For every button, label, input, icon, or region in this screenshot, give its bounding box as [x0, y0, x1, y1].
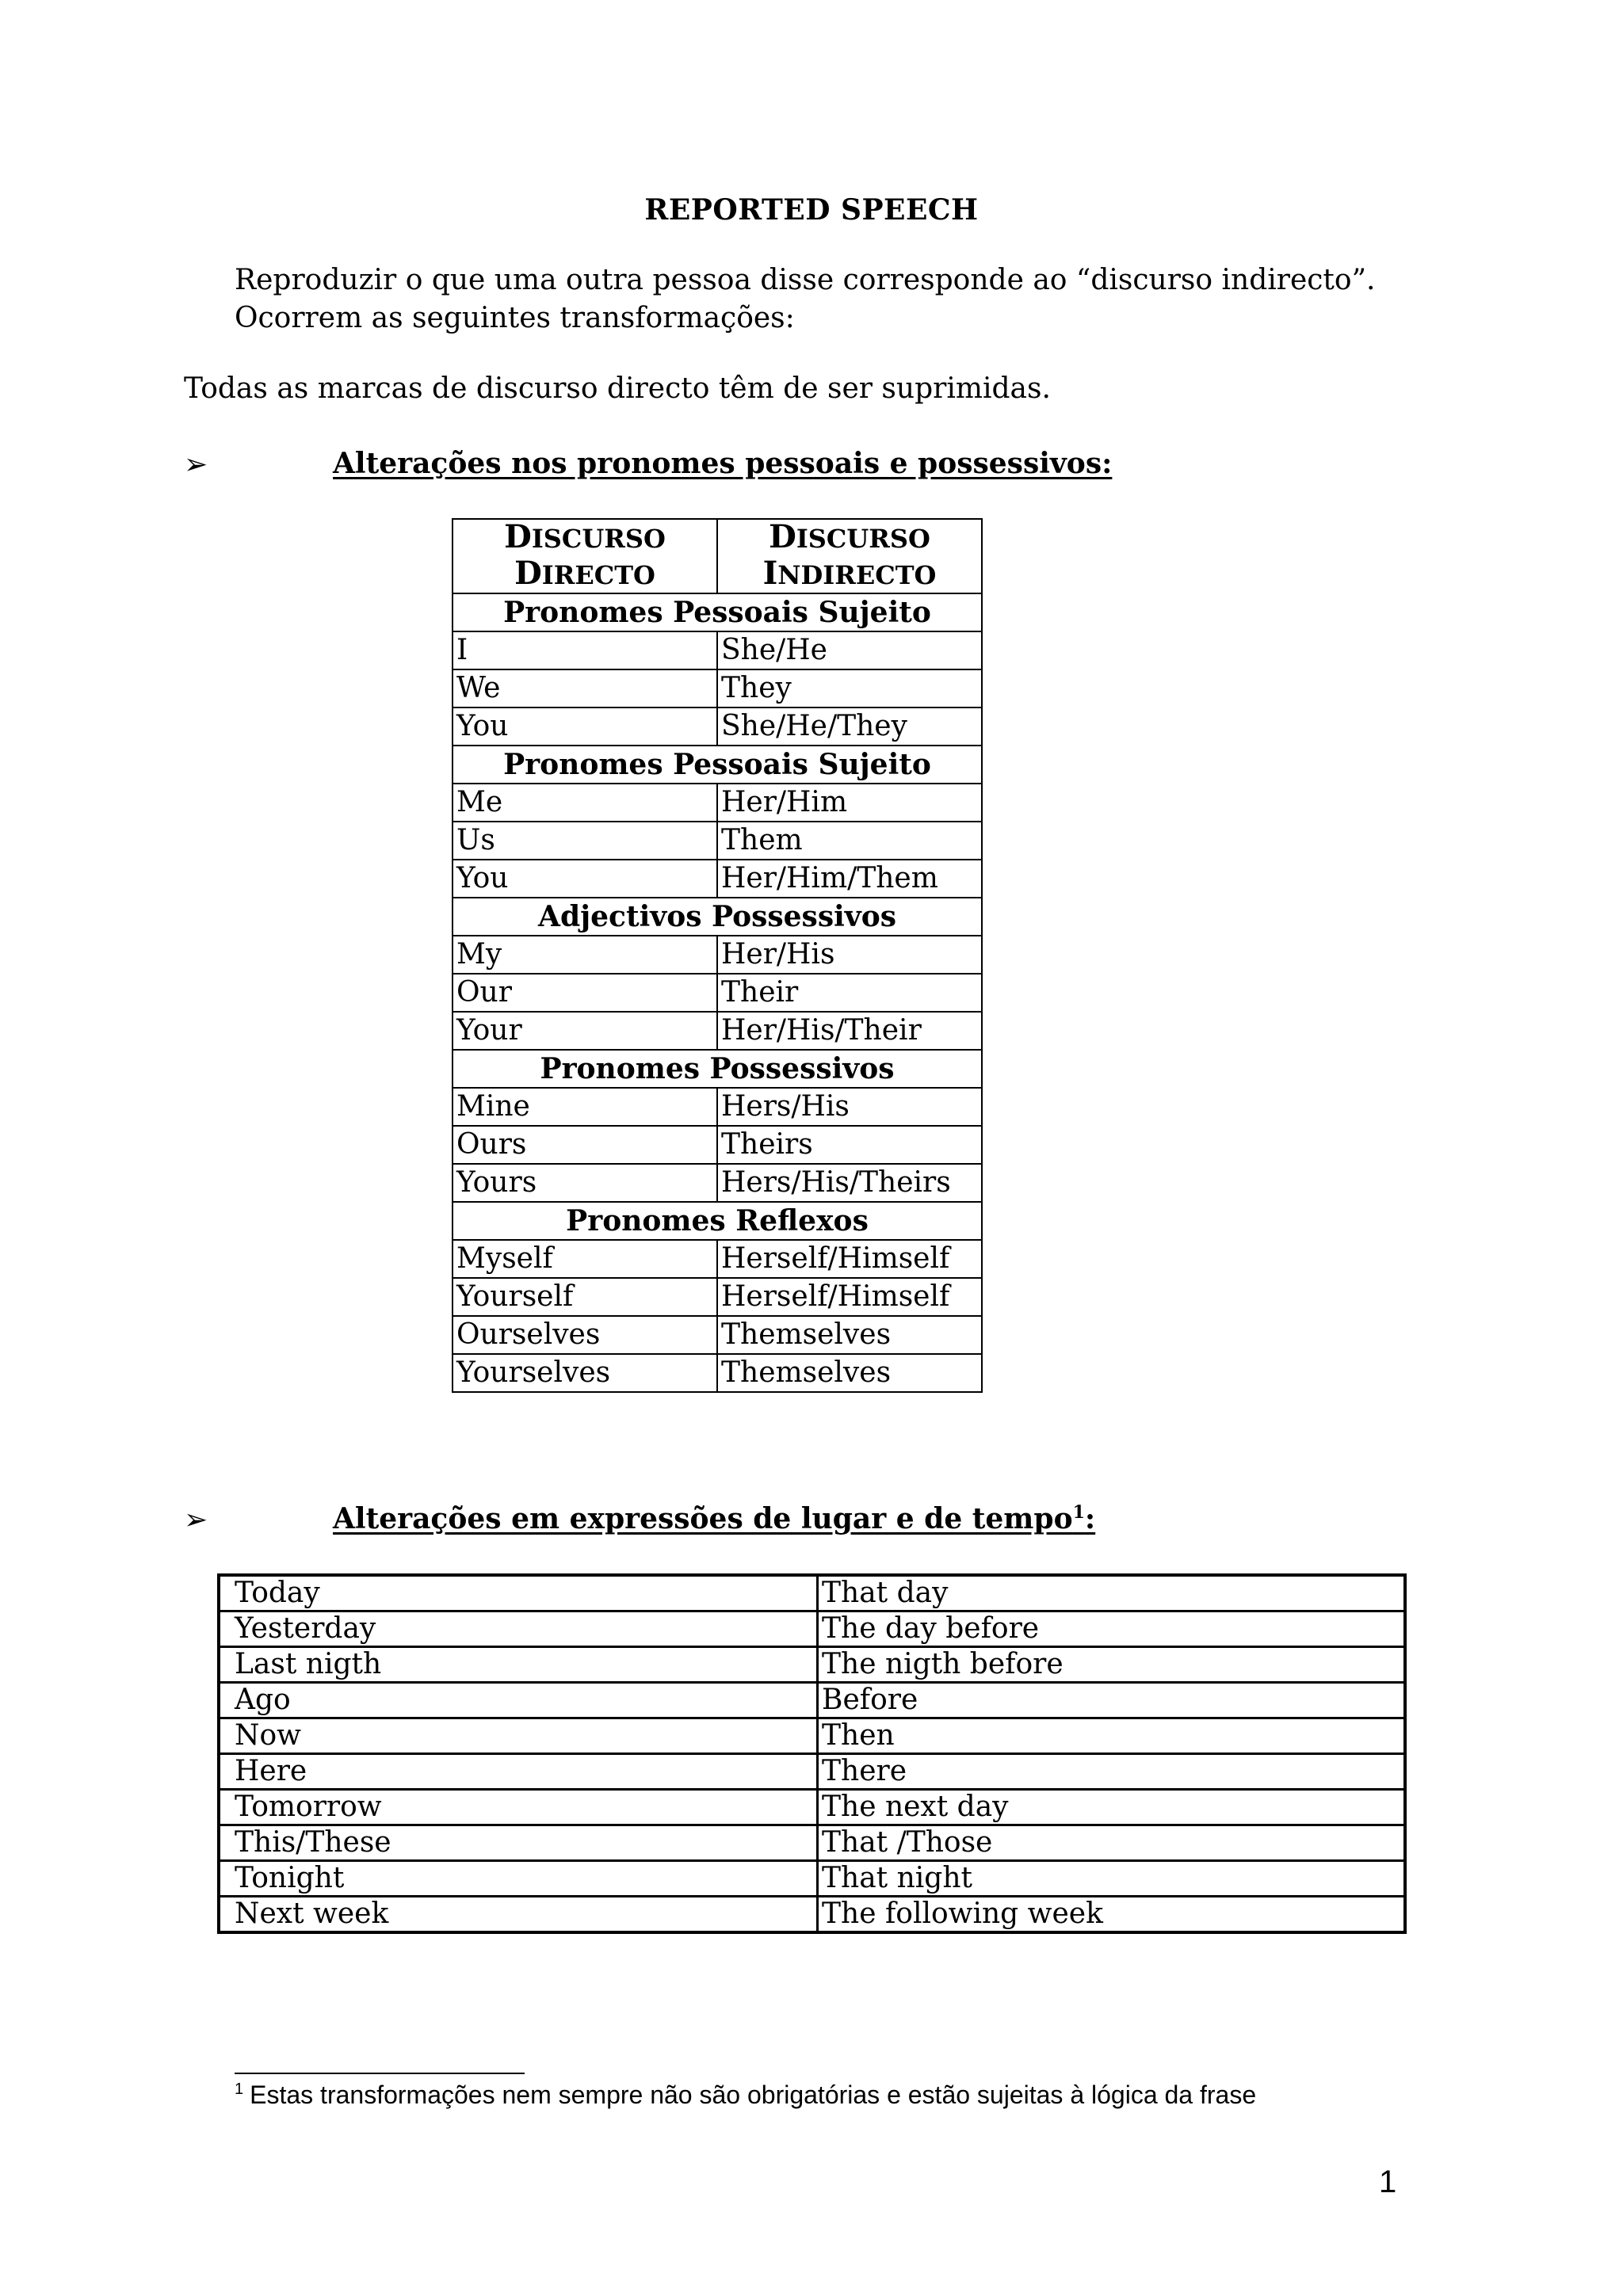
direct-cell: Us	[453, 822, 717, 860]
direct-cell: My	[453, 936, 717, 974]
table-row	[219, 1611, 1405, 1647]
table-section-row	[453, 1050, 982, 1088]
table-row	[219, 1790, 1405, 1825]
intro-paragraph	[235, 261, 1375, 338]
direct-expression-cell: Yesterday	[219, 1611, 818, 1647]
direct-cell: Ourselves	[453, 1316, 717, 1354]
table-row	[219, 1647, 1405, 1683]
arrow-bullet-icon: ➢	[184, 448, 208, 481]
table-row	[219, 1861, 1405, 1897]
table-row	[453, 1012, 982, 1050]
indirect-expression-cell: That /Those	[818, 1825, 1406, 1861]
direct-expression-cell: Last nigth	[219, 1647, 818, 1683]
footnote-ref: 1	[1072, 1502, 1085, 1523]
direct-expression-cell: Next week	[219, 1897, 818, 1933]
table-row	[453, 1088, 982, 1126]
section-title: Adjectivos Possessivos	[453, 898, 982, 936]
direct-expression-cell: Here	[219, 1754, 818, 1790]
direct-cell: I	[453, 631, 717, 669]
page-number: 1	[1379, 2164, 1397, 2199]
table-row	[453, 936, 982, 974]
indirect-cell: Her/Him/Them	[717, 860, 982, 898]
indirect-cell: Hers/His/Theirs	[717, 1164, 982, 1202]
section-title: Pronomes Possessivos	[453, 1050, 982, 1088]
direct-cell: We	[453, 669, 717, 707]
table-row	[453, 784, 982, 822]
table-row	[453, 1354, 982, 1392]
table-section-row	[453, 898, 982, 936]
indirect-expression-cell: The day before	[818, 1611, 1406, 1647]
table-row	[453, 669, 982, 707]
arrow-bullet-icon: ➢	[184, 1504, 208, 1536]
page-title: REPORTED SPEECH	[644, 193, 979, 227]
indirect-expression-cell: That night	[818, 1861, 1406, 1897]
indirect-cell: Themselves	[717, 1316, 982, 1354]
direct-cell: Mine	[453, 1088, 717, 1126]
direct-cell: Yours	[453, 1164, 717, 1202]
footnote-number: 1	[235, 2081, 244, 2099]
table-row	[453, 1240, 982, 1278]
indirect-expression-cell: Then	[818, 1718, 1406, 1754]
indirect-expression-cell: Before	[818, 1683, 1406, 1718]
direct-cell: Yourselves	[453, 1354, 717, 1392]
direct-expression-cell: Ago	[219, 1683, 818, 1718]
direct-cell: Me	[453, 784, 717, 822]
indirect-cell: Theirs	[717, 1126, 982, 1164]
table-row	[453, 631, 982, 669]
indirect-cell: Themselves	[717, 1354, 982, 1392]
indirect-cell: Their	[717, 974, 982, 1012]
indirect-cell: Her/His	[717, 936, 982, 974]
table-row	[453, 1126, 982, 1164]
indirect-cell: Them	[717, 822, 982, 860]
indirect-expression-cell: That day	[818, 1575, 1406, 1611]
direct-expression-cell: Tonight	[219, 1861, 818, 1897]
indirect-expression-cell: The nigth before	[818, 1647, 1406, 1683]
rule-paragraph: Todas as marcas de discurso directo têm de ser suprimidas.	[184, 372, 1051, 405]
table-row	[219, 1683, 1405, 1718]
direct-expression-cell: Now	[219, 1718, 818, 1754]
section-heading-pronouns: Alterações nos pronomes pessoais e possessivos:	[333, 447, 1113, 480]
table-row	[453, 1164, 982, 1202]
direct-cell: Yourself	[453, 1278, 717, 1316]
indirect-cell: Herself/Himself	[717, 1278, 982, 1316]
column-header-direct: DISCURSO DIRECTO	[453, 519, 717, 593]
indirect-cell: Her/His/Their	[717, 1012, 982, 1050]
indirect-expression-cell: The following week	[818, 1897, 1406, 1933]
table-row	[453, 860, 982, 898]
direct-expression-cell: Tomorrow	[219, 1790, 818, 1825]
footnote-text: Estas transformações nem sempre não são obrigatórias e estão sujeitas à lógica da frase	[250, 2081, 1257, 2109]
section-title: Pronomes Pessoais Sujeito	[453, 593, 982, 631]
indirect-cell: She/He/They	[717, 707, 982, 746]
direct-cell: You	[453, 707, 717, 746]
table-row	[219, 1575, 1405, 1611]
direct-cell: Your	[453, 1012, 717, 1050]
indirect-expression-cell: There	[818, 1754, 1406, 1790]
indirect-cell: They	[717, 669, 982, 707]
table-row	[219, 1754, 1405, 1790]
table-row	[219, 1718, 1405, 1754]
time-place-table	[217, 1573, 1407, 1934]
intro-line-1: Reproduzir o que uma outra pessoa disse corresponde ao “discurso indirecto”.	[235, 264, 1376, 296]
table-row	[453, 974, 982, 1012]
table-row	[219, 1825, 1405, 1861]
direct-cell: Ours	[453, 1126, 717, 1164]
indirect-cell: Herself/Himself	[717, 1240, 982, 1278]
table-row	[453, 1316, 982, 1354]
direct-expression-cell: Today	[219, 1575, 818, 1611]
direct-cell: Myself	[453, 1240, 717, 1278]
indirect-cell: She/He	[717, 631, 982, 669]
table-section-row	[453, 593, 982, 631]
table-section-row	[453, 1202, 982, 1240]
column-header-indirect: DISCURSO INDIRECTO	[717, 519, 982, 593]
table-row	[453, 707, 982, 746]
section-heading-time-place: Alterações em expressões de lugar e de tempo$^1$:	[333, 1502, 1096, 1535]
table-row	[453, 1278, 982, 1316]
table-row	[219, 1897, 1405, 1933]
indirect-cell: Hers/His	[717, 1088, 982, 1126]
indirect-expression-cell: The next day	[818, 1790, 1406, 1825]
pronouns-table	[452, 518, 983, 1393]
indirect-cell: Her/Him	[717, 784, 982, 822]
footnote-separator	[235, 2073, 525, 2074]
direct-cell: You	[453, 860, 717, 898]
table-row	[453, 822, 982, 860]
table-section-row	[453, 746, 982, 784]
intro-line-2: Ocorrem as seguintes transformações:	[235, 302, 795, 334]
direct-expression-cell: This/These	[219, 1825, 818, 1861]
section-title: Pronomes Reflexos	[453, 1202, 982, 1240]
footnote	[235, 2081, 1256, 2110]
direct-cell: Our	[453, 974, 717, 1012]
section-title: Pronomes Pessoais Sujeito	[453, 746, 982, 784]
